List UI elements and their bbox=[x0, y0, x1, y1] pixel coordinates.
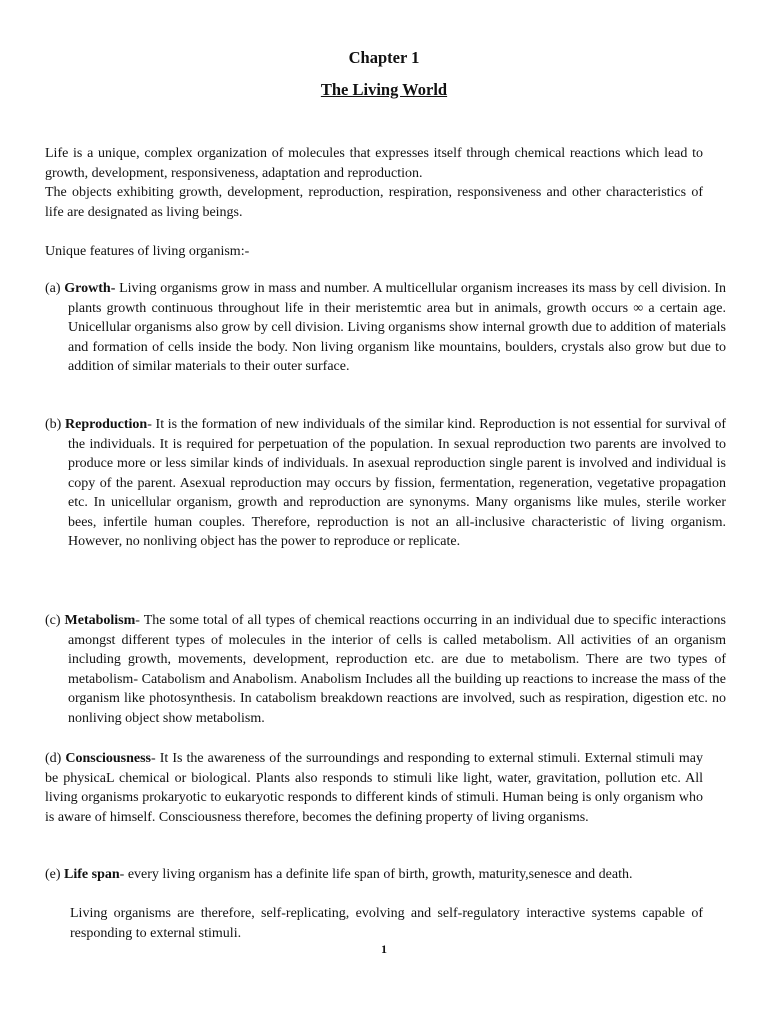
feature-text: - every living organism has a definite life span of birth, growth, maturity,senesce and death. bbox=[119, 867, 633, 882]
feature-label: (d) bbox=[45, 751, 62, 766]
feature-term: Reproduction bbox=[65, 417, 148, 432]
intro-paragraph-1: Life is a unique, complex organization of molecules that expresses itself through chemical reactions which lead to growth, development, responsiveness, adaptation and reproduction. bbox=[45, 146, 703, 181]
feature-term: Consciousness bbox=[65, 751, 151, 766]
feature-label: (a) bbox=[45, 281, 61, 296]
feature-term: Metabolism bbox=[64, 613, 136, 628]
feature-label: (c) bbox=[45, 613, 61, 628]
conclusion-paragraph: Living organisms are therefore, self-replicating, evolving and self-regulatory interactive systems capable of responding to external stimuli. bbox=[70, 906, 703, 941]
feature-text: - It is the formation of new individuals of the similar kind. Reproduction is not essential for survival of the individuals. It is required for perpetuation of the population. In sexual reproduction two parents are involved to produce more or less similar kinds of individuals. In asexual reproduction single parent is involved and individual is copy of the parent. Asexual reproduction may occurs by fission, fermentation, regeneration, vegetative propagation etc. In unicellular organism, growth and reproduction are synonyms. Many organisms like mules, sterile worker bees, infertile human couples. Therefore, reproduction is not an all-inclusive characteristic of living organism. However, no nonliving object has the power to reproduce or replicate. bbox=[68, 417, 727, 549]
feature-label: (e) bbox=[45, 867, 61, 882]
page-title: The Living World bbox=[320, 80, 448, 99]
feature-text: Living organisms grow in mass and number. A multicellular organism increases its mass by cell division. In plants growth continuous throughout life in their meristemtic area but in animals, growth occurs ∞ a certain age. Unicellular organisms also grow by cell division. Living organisms show internal growth due to addition of materials and formation of cells inside the body. Non living organism like mountains, boulders, crystals also grow but due to addition of similar materials to their outer surface. bbox=[68, 281, 727, 374]
feature-term: Life span bbox=[64, 867, 120, 882]
feature-reproduction bbox=[45, 415, 726, 552]
feature-text: - The some total of all types of chemical reactions occurring in an individual due to specific interactions amongst different types of molecules in the interior of cells is called metabolism. All activities of an organism including growth, movements, development, reproduction etc. are due to metabolism. There are two types of metabolism- Catabolism and Anabolism. Anabolism Includes all the building up reactions to increase the mass of the organism like photosynthesis. In catabolism breakdown reactions are involved, such as respiration, digestion etc. no nonliving object show metabolism. bbox=[68, 613, 726, 726]
feature-metabolism bbox=[45, 611, 726, 728]
chapter-heading: Chapter 1 bbox=[348, 48, 420, 67]
feature-life-span bbox=[45, 865, 703, 885]
feature-text: - It Is the awareness of the surroundings and responding to external stimuli. External stimuli may be physicaL chemical or biological. Plants also responds to stimuli like light, water, gravitation, pollution etc. All living organisms prokaryotic to eukaryotic responds to different kinds of stimuli. Human being is only organism who is aware of himself. Consciousness therefore, becomes the defining property of living organisms. bbox=[45, 751, 704, 825]
features-heading: Unique features of living organism:- bbox=[45, 244, 250, 259]
feature-label: (b) bbox=[45, 417, 62, 432]
feature-term: Growth- bbox=[64, 281, 116, 296]
page-number: 1 bbox=[381, 942, 387, 956]
feature-consciousness bbox=[45, 749, 703, 827]
feature-growth bbox=[45, 279, 726, 377]
intro-paragraph-2: The objects exhibiting growth, development, reproduction, respiration, responsiveness and other characteristics of life are designated as living beings. bbox=[45, 185, 703, 220]
